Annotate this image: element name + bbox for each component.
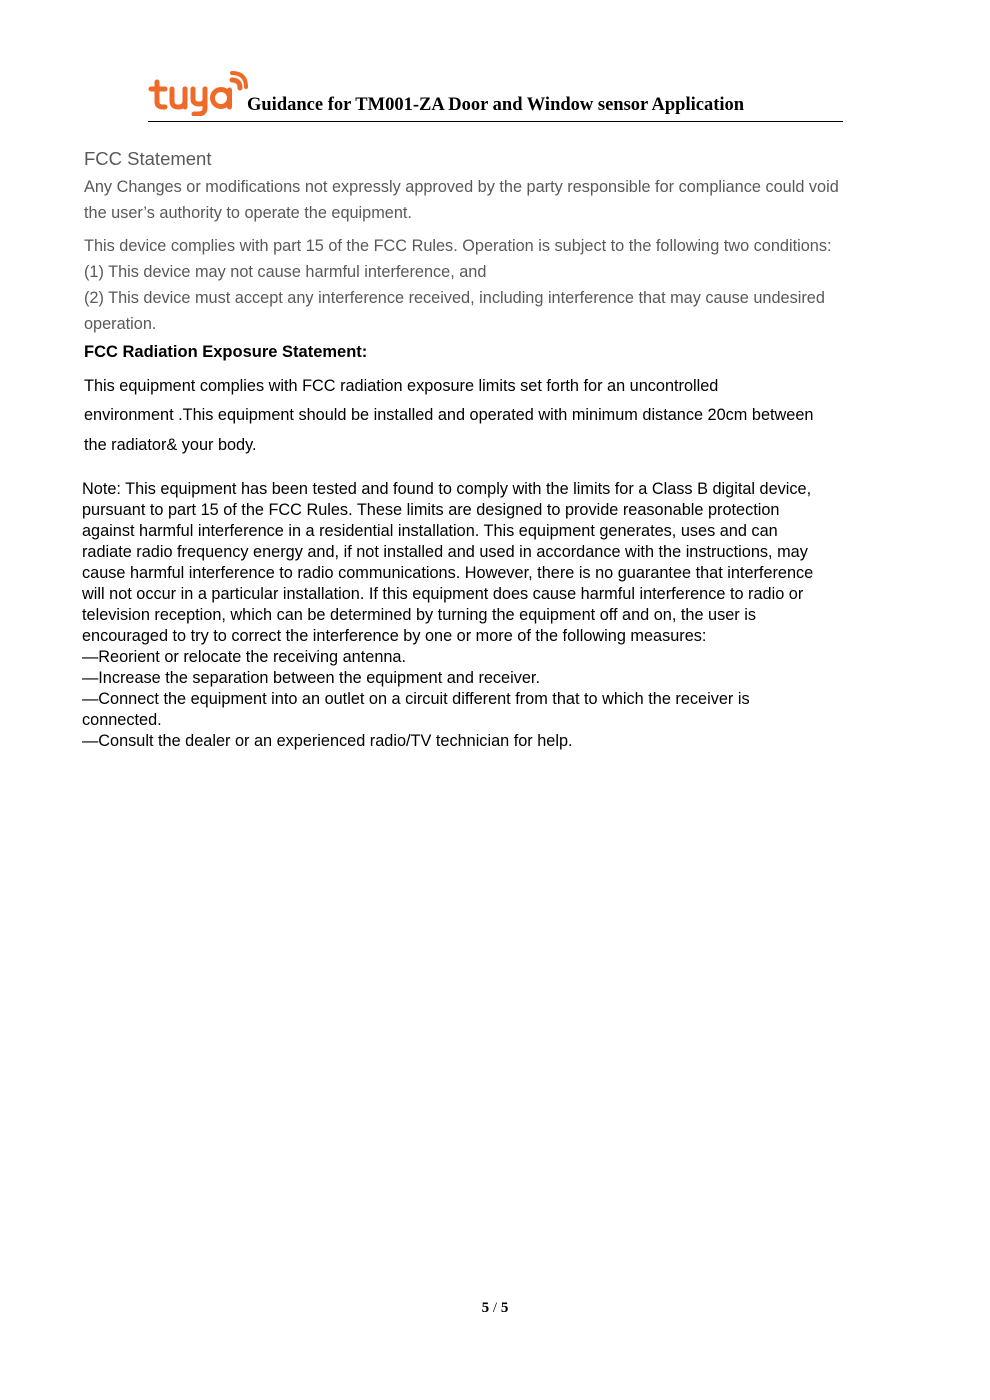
- measure-item-cont: connected.: [82, 711, 162, 729]
- fcc-statement-line: This device complies with part 15 of the FCC Rules. Operation is subject to the following two conditions:: [84, 237, 832, 255]
- tuya-logo: [148, 66, 248, 116]
- class-b-note: [82, 479, 813, 752]
- fcc-condition-2: (2) This device must accept any interference received, including interference that may cause undesired: [84, 289, 825, 307]
- note-line: radiate radio frequency energy and, if not installed and used in accordance with the instructions, may: [82, 543, 808, 561]
- total-pages: 5: [500, 1300, 509, 1316]
- radiation-line: the radiator& your body.: [84, 436, 257, 454]
- note-line: encouraged to try to correct the interference by one or more of the following measures:: [82, 627, 707, 645]
- note-line: television reception, which can be determined by turning the equipment off and on, the user is: [82, 606, 756, 624]
- document-title: Guidance for TM001-ZA Door and Window sensor Application: [247, 95, 745, 115]
- note-line: will not occur in a particular installation. If this equipment does cause harmful interference to radio or: [82, 585, 804, 603]
- radiation-exposure-heading: FCC Radiation Exposure Statement:: [84, 343, 368, 361]
- measure-item: —Connect the equipment into an outlet on a circuit different from that to which the receiver is: [82, 690, 750, 708]
- measure-item: —Reorient or relocate the receiving antenna.: [82, 648, 407, 666]
- fcc-statement-heading: FCC Statement: [84, 148, 212, 169]
- radiation-line: environment .This equipment should be installed and operated with minimum distance 20cm between: [84, 406, 814, 424]
- page-separator: /: [489, 1300, 501, 1316]
- note-line: against harmful interference in a residential installation. This equipment generates, uses and can: [82, 522, 778, 540]
- page-header: [148, 66, 843, 122]
- current-page: 5: [481, 1300, 490, 1316]
- note-line: Note: This equipment has been tested and found to comply with the limits for a Class B digital device,: [82, 480, 812, 498]
- fcc-statement-line: Any Changes or modifications not expressly approved by the party responsible for compliance could void: [84, 178, 839, 196]
- measure-item: —Increase the separation between the equipment and receiver.: [82, 669, 540, 687]
- fcc-condition-1: (1) This device may not cause harmful interference, and: [84, 263, 487, 281]
- page-number: [0, 1300, 990, 1317]
- fcc-statement-line: the user’s authority to operate the equipment.: [84, 204, 412, 222]
- note-line: pursuant to part 15 of the FCC Rules. These limits are designed to provide reasonable protection: [82, 501, 780, 519]
- note-line: cause harmful interference to radio communications. However, there is no guarantee that interference: [82, 564, 814, 582]
- fcc-condition-2-cont: operation.: [84, 315, 157, 333]
- radiation-line: This equipment complies with FCC radiation exposure limits set forth for an uncontrolled: [84, 377, 719, 395]
- measure-item: —Consult the dealer or an experienced radio/TV technician for help.: [82, 732, 573, 750]
